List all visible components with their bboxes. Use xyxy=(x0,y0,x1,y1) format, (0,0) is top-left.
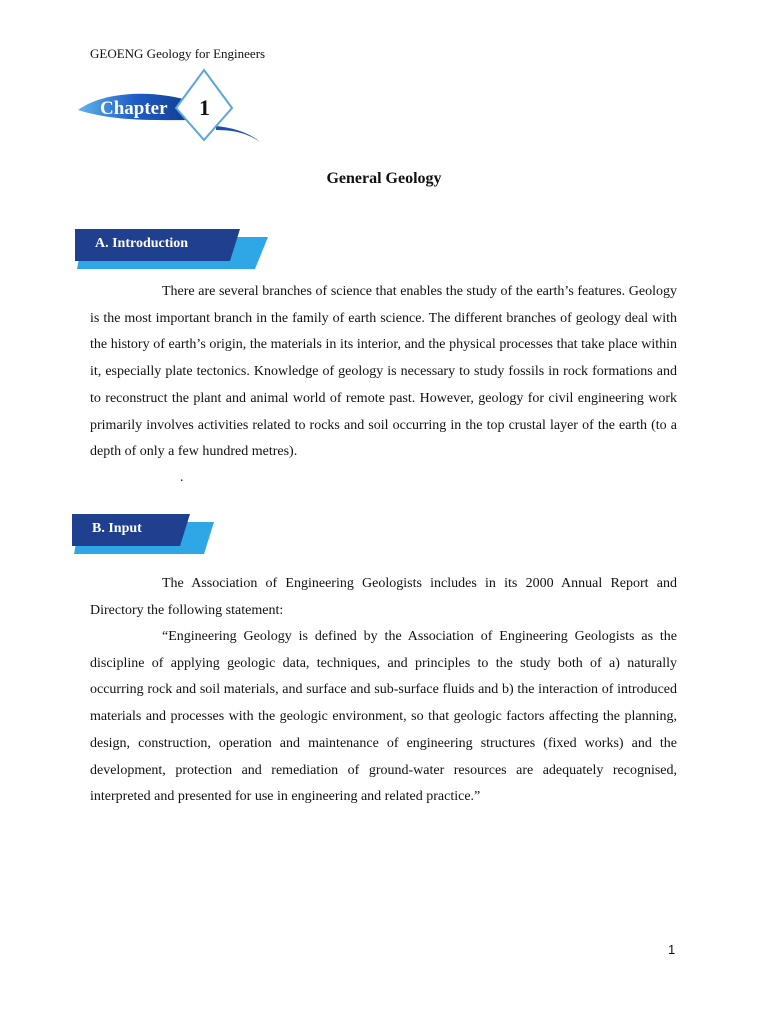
paragraph: The Association of Engineering Geologists includes in its 2000 Annual Report and Directory the following statement: xyxy=(90,576,677,618)
paragraph: There are several branches of science that enables the study of the earth’s features. Geology is the most important branch in the family of earth science. The different branches of geology deal with the history of earth’s origin, the materials in its interior, and the physical processes that take place within it, especially plate tectonics. Knowledge of geology is necessary to study fossils in rock formations and to reconstruct the plant and animal world of remote past. However, geology for civil engineering work primarily involves activities related to rocks and soil occurring in the top crustal layer of the earth (to a depth of only a few hundred metres). xyxy=(90,284,677,460)
chapter-label: Chapter xyxy=(100,98,168,119)
page-number: 1 xyxy=(668,942,676,957)
document-title: General Geology xyxy=(326,170,442,187)
section-banner-introduction xyxy=(75,227,275,273)
running-header: GEOENG Geology for Engineers xyxy=(90,46,266,61)
quotation-paragraph: “Engineering Geology is defined by the Association of Engineering Geologists as the discipline of applying geologic data, techniques, and principles to the study both of a) naturally occurring rock and soil materials, and surface and sub-surface fluids and b) the interaction of introduced materials and processes with the geologic environment, so that geologic factors affecting the planning, design, construction, operation and maintenance of engineering structures (fixed works) and the development, protection and remediation of ground-water resources are adequately recognised, interpreted and presented for use in engineering and related practice.” xyxy=(90,629,677,805)
section-heading: B. Input xyxy=(92,521,142,536)
section-banner-input xyxy=(72,512,272,558)
chapter-number: 1 xyxy=(199,95,210,120)
stray-mark: . xyxy=(180,470,184,485)
section-heading: A. Introduction xyxy=(95,236,189,251)
chapter-badge xyxy=(76,68,266,146)
